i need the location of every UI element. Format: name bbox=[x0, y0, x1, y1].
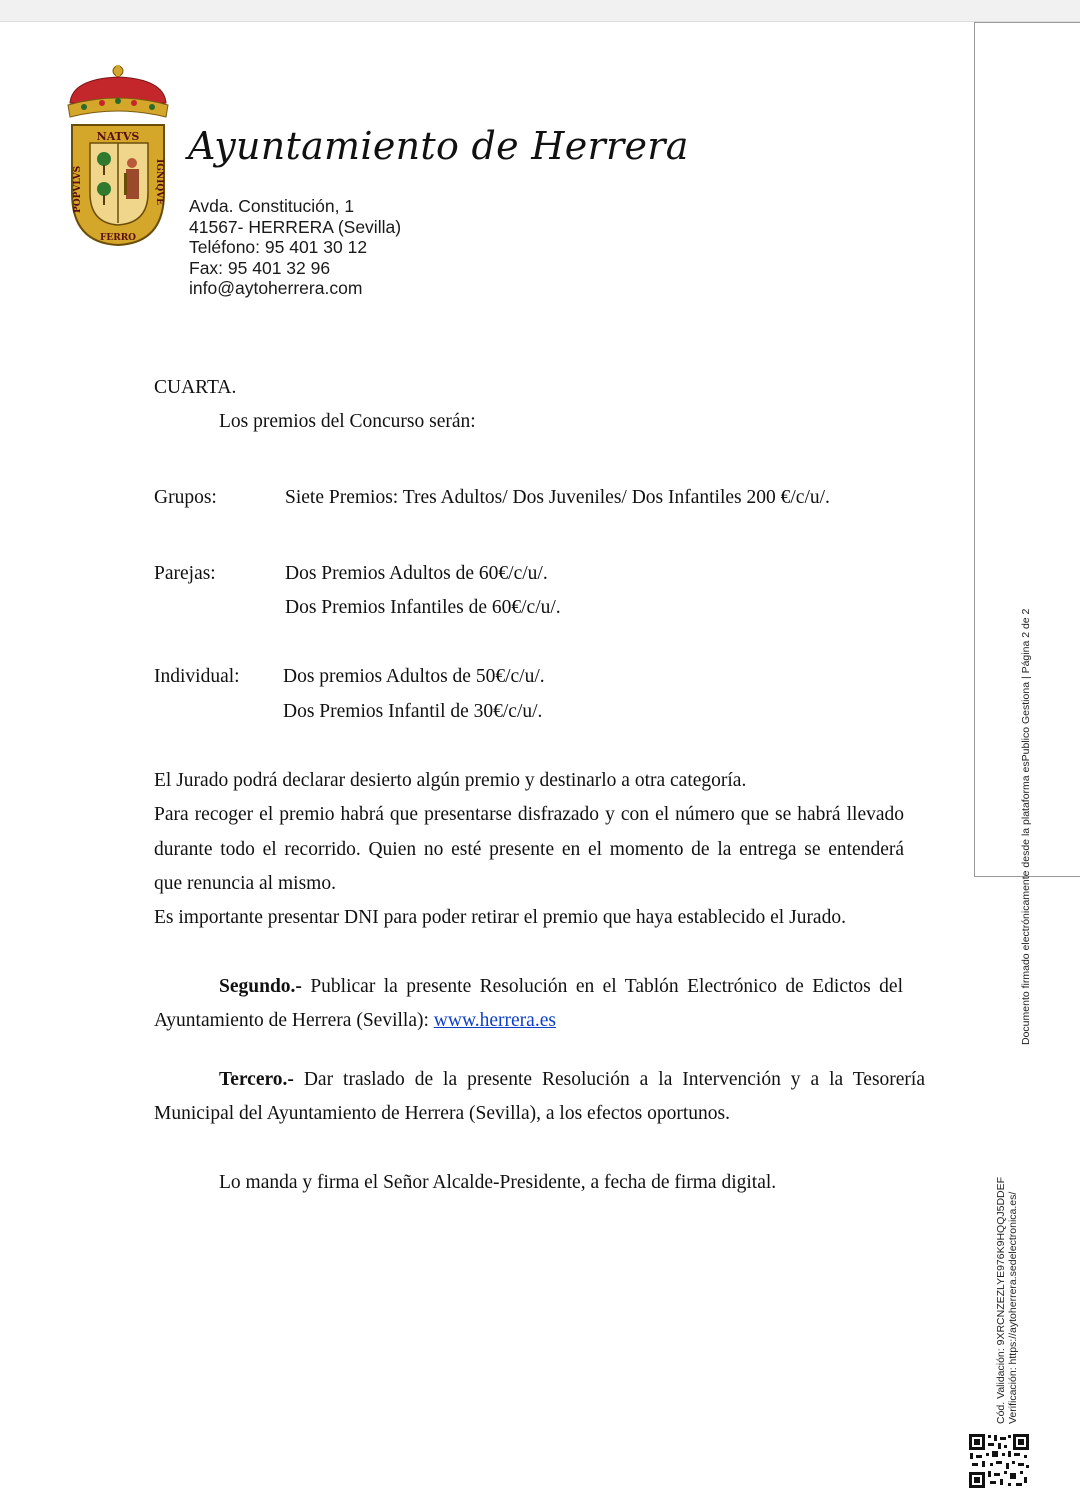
individual-label: Individual: bbox=[154, 666, 240, 687]
coat-of-arms-logo bbox=[62, 63, 174, 249]
verification-url: Verificación: https://aytoherrera.sedelectronica.es/ bbox=[1006, 1191, 1019, 1424]
segundo-text-2: Ayuntamiento de Herrera (Sevilla): bbox=[154, 1010, 434, 1031]
paragraph-recoger-line-3: que renuncia al mismo. bbox=[154, 873, 336, 894]
validation-vertical-text bbox=[996, 1177, 1019, 1424]
address-line: 41567- HERRERA (Sevilla) bbox=[189, 216, 402, 237]
parejas-prize-1: Dos Premios Adultos de 60€/c/u/. bbox=[285, 563, 548, 584]
individual-prize-1: Dos premios Adultos de 50€/c/u/. bbox=[283, 666, 545, 687]
segundo-text: Publicar la presente Resolución en el Tablón Electrónico de Edictos del bbox=[301, 976, 903, 997]
svg-text:POPVLVS: POPVLVS bbox=[73, 165, 83, 213]
tercero-line-1 bbox=[219, 1068, 925, 1092]
svg-text:FERRO: FERRO bbox=[99, 233, 137, 243]
tercero-label: Tercero.- bbox=[219, 1069, 294, 1090]
paragraph-recoger-line-1: Para recoger el premio habrá que presentarse disfrazado y con el número que se habrá llevado bbox=[154, 804, 904, 825]
tercero-text: Dar traslado de la presente Resolución a la Intervención y a la Tesorería bbox=[293, 1069, 925, 1090]
closing-text: Lo manda y firma el Señor Alcalde-Presidente, a fecha de firma digital. bbox=[219, 1172, 777, 1193]
paragraph-dni: Es importante presentar DNI para poder retirar el premio que haya establecido el Jurado. bbox=[154, 907, 846, 928]
intro-text: Los premios del Concurso serán: bbox=[219, 411, 476, 432]
svg-text:IGNIQVE: IGNIQVE bbox=[154, 159, 164, 206]
grupos-text: Siete Premios: Tres Adultos/ Dos Juveniles/ Dos Infantiles 200 €/c/u/. bbox=[285, 487, 830, 508]
paragraph-jurado: El Jurado podrá declarar desierto algún premio y destinarlo a otra categoría. bbox=[154, 770, 747, 791]
paragraph-recoger-line-2: durante todo el recorrido. Quien no esté presente en el momento de la entrega se entenderá bbox=[154, 839, 904, 860]
fax-line: Fax: 95 401 32 96 bbox=[189, 257, 331, 278]
section-heading: CUARTA. bbox=[154, 377, 237, 398]
viewer-top-bar bbox=[0, 0, 1080, 22]
address-block bbox=[189, 196, 401, 299]
qr-code bbox=[968, 1433, 1030, 1489]
tercero-line-2: Municipal del Ayuntamiento de Herrera (Sevilla), a los efectos oportunos. bbox=[154, 1103, 731, 1124]
signature-notice: Documento firmado electrónicamente desde la plataforma esPublico Gestiona | Página 2 de 2 bbox=[1020, 608, 1032, 1045]
grupos-label: Grupos: bbox=[154, 487, 217, 508]
phone-line: Teléfono: 95 401 30 12 bbox=[189, 237, 368, 258]
svg-text:NATVS: NATVS bbox=[96, 130, 140, 143]
validation-code: Cód. Validación: 9XRCNZEZLYE976K9HQQJ5DDEF bbox=[995, 1176, 1007, 1424]
org-name: Ayuntamiento de Herrera bbox=[188, 124, 689, 168]
parejas-prize-2: Dos Premios Infantiles de 60€/c/u/. bbox=[285, 597, 561, 618]
segundo-line-2 bbox=[154, 1009, 556, 1033]
parejas-label: Parejas: bbox=[154, 563, 216, 584]
address-line: Avda. Constitución, 1 bbox=[189, 196, 355, 216]
segundo-label: Segundo.- bbox=[219, 976, 302, 997]
herrera-website-link[interactable]: www.herrera.es bbox=[433, 1010, 556, 1031]
email-line: info@aytoherrera.com bbox=[189, 278, 363, 299]
segundo-line-1 bbox=[219, 975, 903, 999]
individual-prize-2: Dos Premios Infantil de 30€/c/u/. bbox=[283, 701, 543, 722]
